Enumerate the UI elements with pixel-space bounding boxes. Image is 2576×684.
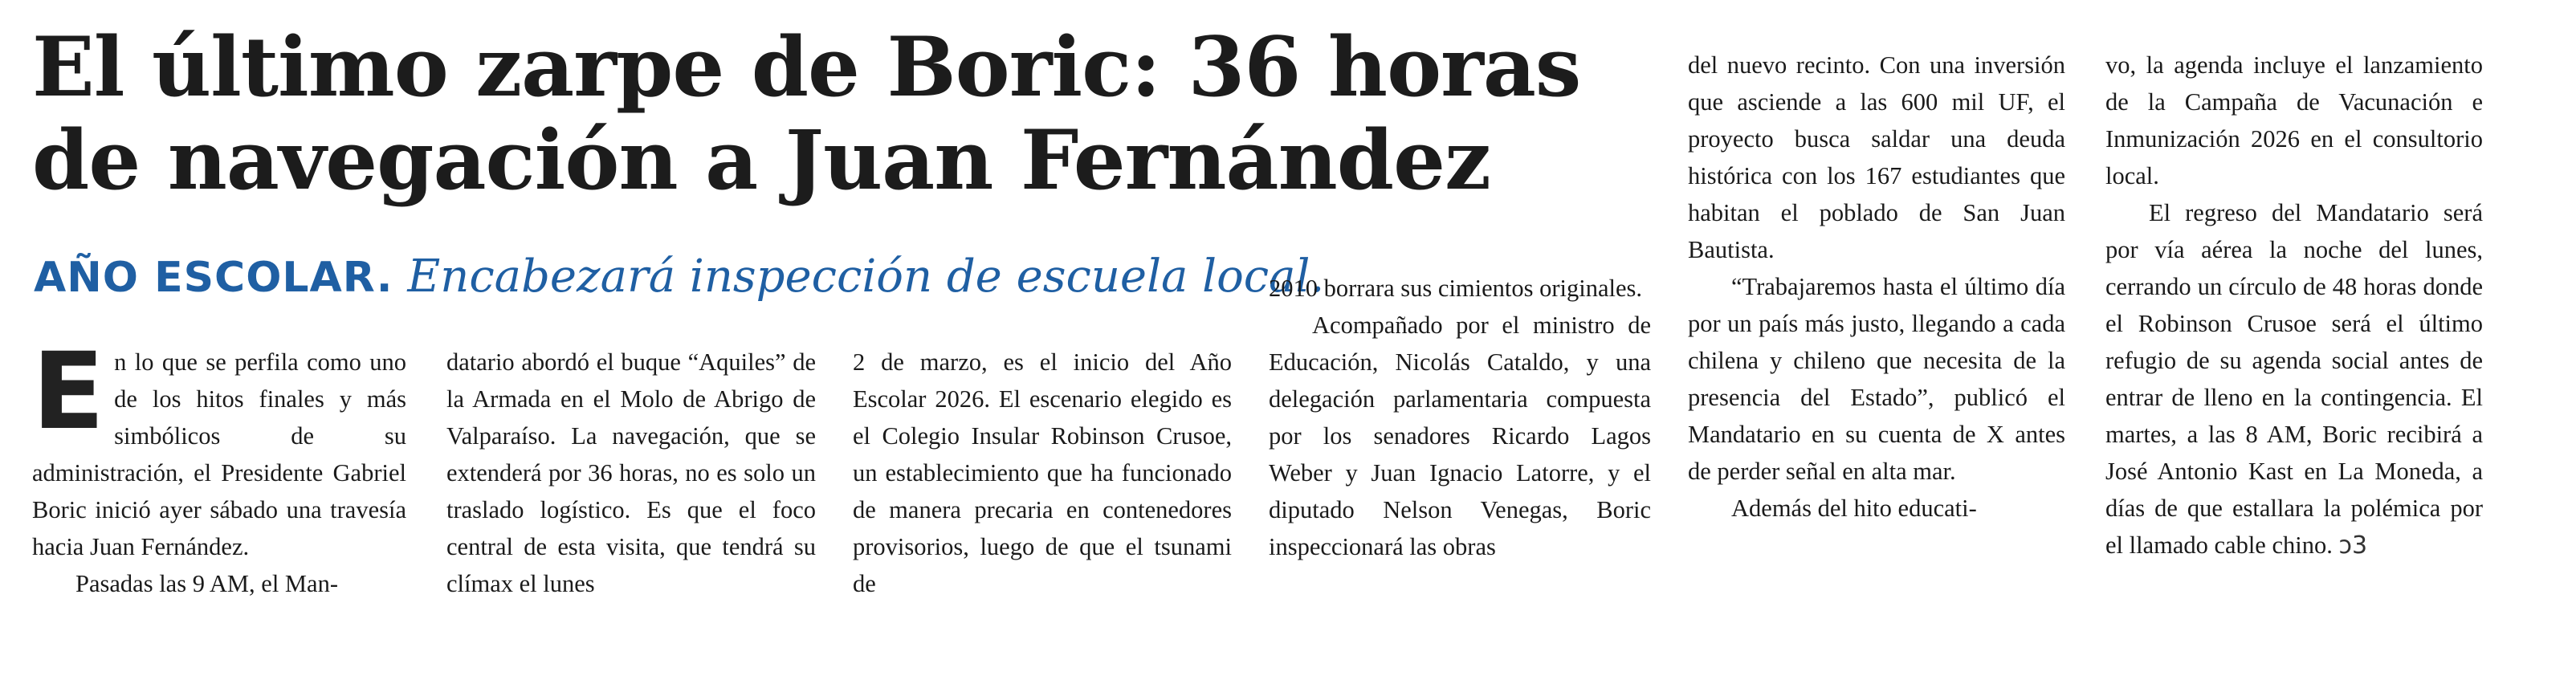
article-column-4 [1269,270,1651,565]
headline: El último zarpe de Boric: 36 horas de navegación a Juan Fernández [32,19,1581,209]
paragraph: vo, la agenda incluye el lanzamiento de la Campaña de Vacunación e Inmunización 2026 en el consultorio local. [2105,51,2483,189]
paragraph: datario abordó el buque “Aquiles” de la Armada en el Molo de Abrigo de Valparaíso. La navegación, que se extenderá por 36 horas, no es solo un traslado logístico. Es que el foco central de esta visita, que tendrá su clímax el lunes [446,348,816,597]
paragraph: “Trabajaremos hasta el último día por un país más justo, llegando a cada chilena y chileno que necesita de la presencia del Estado”, publicó el Mandatario en su cuenta de X antes de perder señal en alta mar. [1688,273,2065,485]
paragraph: 2 de marzo, es el inicio del Año Escolar 2026. El escenario elegido es el Colegio Insular Robinson Crusoe, un establecimiento que ha funcionado de manera precaria en contenedores provisorios, luego de que el tsunami de [853,348,1232,597]
paragraph: del nuevo recinto. Con una inversión que asciende a las 600 mil UF, el proyecto busca saldar una deuda histórica con los 167 estudiantes que habitan el poblado de San Juan Bautista. [1688,51,2065,263]
article-column-3 [853,344,1232,602]
drop-cap: E [32,330,105,454]
paragraph: 2010 borrara sus cimientos originales. [1269,275,1643,302]
paragraph: Además del hito educati- [1731,495,1977,522]
paragraph: Acompañado por el ministro de Educación, Nicolás Cataldo, y una delegación parlamentaria compuesta por los senadores Ricardo Lagos Weber y Juan Ignacio Latorre, y el diputado Nelson Venegas, Boric inspeccionará las obras [1269,311,1651,560]
paragraph: El regreso del Mandatario será por vía aérea la noche del lunes, cerrando un círculo de 48 horas donde el Robinson Crusoe será el último refugio de su agenda social antes de entrar de lleno en la contingencia. El martes, a las 8 AM, Boric recibirá a José Antonio Kast en La Moneda, a días de que estallara la polémica por el llamado cable chino. ↄ3 [2105,199,2483,560]
article-column-2 [446,344,816,602]
end-of-article-mark: ↄ3 [2338,531,2368,560]
article-column-6 [2105,47,2483,564]
paragraph: En lo que se perfila como uno de los hitos finales y más simbólicos de su administración, el Presidente Gabriel Boric inició ayer sábado una travesía hacia Juan Fernández. [32,330,406,560]
kicker: AÑO ESCOLAR. [34,254,393,302]
article-column-5 [1688,47,2065,527]
paragraph: Pasadas las 9 AM, el Man- [75,570,338,597]
subtitle: Encabezará inspección de escuela local. [407,250,1325,303]
article-column-1 [32,330,406,602]
